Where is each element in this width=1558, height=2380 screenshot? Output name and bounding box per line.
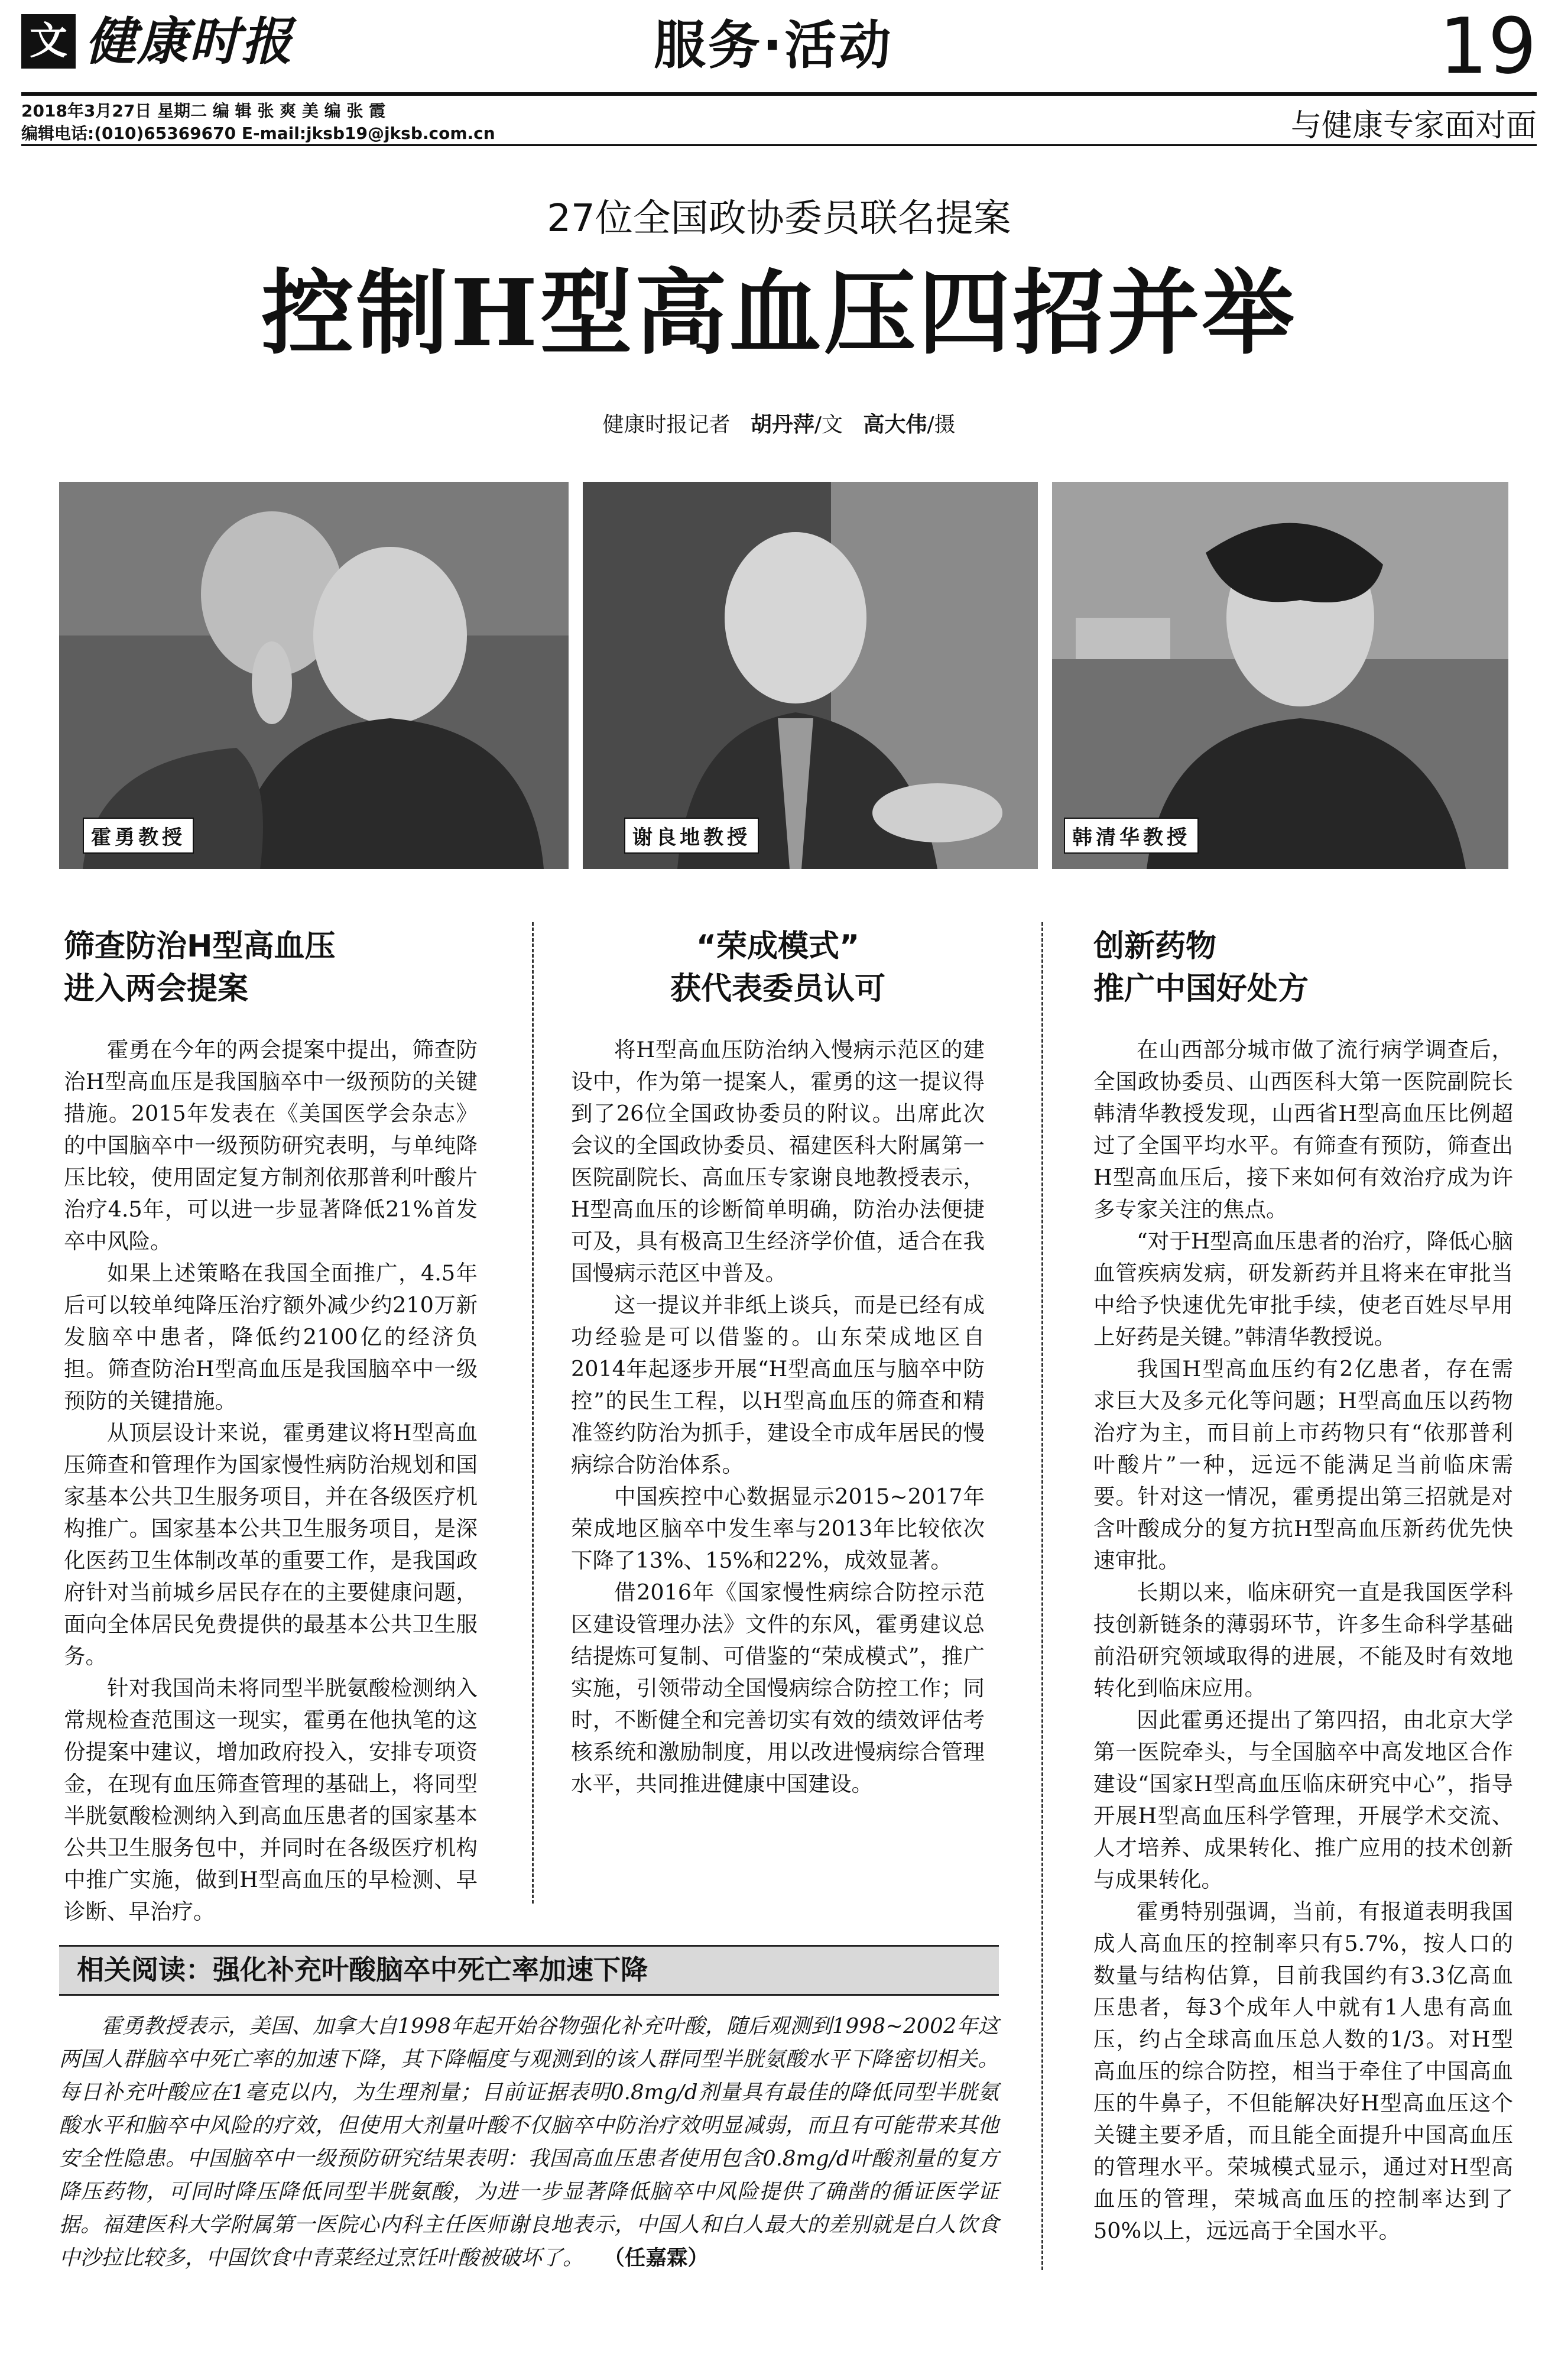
paragraph: 将H型高血压防治纳入慢病示范区的建设中，作为第一提案人，霍勇的这一提议得到了26位全国政协委员的附议。出席此次会议的全国政协委员、福建医科大附属第一医院副院长、高血压专家谢良地教授表示，H型高血压的诊断简单明确，防治办法便捷可及，具有极高卫生经济学价值，适合在我国慢病示范区中普及。 bbox=[571, 1037, 985, 1286]
paragraph: 霍勇在今年的两会提案中提出，筛查防治H型高血压是我国脑卒中一级预防的关键措施。2015年发表在《美国医学会杂志》的中国脑卒中一级预防研究表明，与单纯降压比较，使用固定复方制剂依那普利叶酸片治疗4.5年，可以进一步显著降低21%首发卒中风险。 bbox=[64, 1037, 478, 1254]
photo-caption: 霍勇教授 bbox=[83, 818, 194, 854]
paragraph: 在山西部分城市做了流行病学调查后，全国政协委员、山西医科大第一医院副院长韩清华教授发现，山西省H型高血压比例超过了全国平均水平。有筛查有预防，筛查出H型高血压后，接下来如何有效治疗成为许多专家关注的焦点。 bbox=[1093, 1037, 1513, 1222]
photo-caption: 谢良地教授 bbox=[624, 818, 759, 854]
byline-writer-role: /文 bbox=[814, 413, 843, 437]
paragraph: 因此霍勇还提出了第四招，由北京大学第一医院牵头，与全国脑卒中高发地区合作建设“国家H型高血压临床研究中心”，指导开展H型高血压科学管理，开展学术交流、人才培养、成果转化、推广应用的技术创新与成果转化。 bbox=[1093, 1707, 1513, 1892]
column-screening bbox=[64, 925, 478, 1928]
masthead bbox=[21, 1, 1537, 96]
column-heading: “荣成模式” bbox=[696, 929, 860, 964]
column-heading: 进入两会提案 bbox=[64, 971, 249, 1007]
byline-prefix: 健康时报记者 bbox=[602, 413, 731, 437]
paragraph: 针对我国尚未将同型半胱氨酸检测纳入常规检查范围这一现实，霍勇在他执笔的这份提案中建议，增加政府投入，安排专项资金，在现有血压筛查管理的基础上，将同型半胱氨酸检测纳入到高血压患者的国家基本公共卫生服务包中，并同时在各级医疗机构中推广实施，做到H型高血压的早检测、早诊断、早治疗。 bbox=[64, 1675, 478, 1924]
newspaper-name: 健康时报 bbox=[85, 12, 293, 72]
paragraph: 长期以来，临床研究一直是我国医学科技创新链条的薄弱环节，许多生命科学基础前沿研究领域取得的进展，不能及时有效地转化到临床应用。 bbox=[1093, 1580, 1513, 1701]
column-heading: 获代表委员认可 bbox=[670, 971, 885, 1007]
paragraph: “对于H型高血压患者的治疗，降低心脑血管疾病发病，研发新药并且将来在审批当中给予快速优先审批手续，使老百姓尽早用上好药是关键。”韩清华教授说。 bbox=[1093, 1228, 1513, 1350]
paragraph: 霍勇特别强调，当前，有报道表明我国成人高血压的控制率只有5.7%，按人口的数量与结构估算，目前我国约有3.3亿高血压患者，每3个成年人中就有1人患有高血压，约占全球高血压总人数的1/3。对H型高血压的综合防控，相当于牵住了中国高血压的牛鼻子，不但能解决好H型高血压这个关键主要矛盾，而且能全面提升中国高血压的管理水平。荣城模式显示，通过对H型高血压的管理，荣城高血压的控制率达到了50%以上，远远高于全国水平。 bbox=[1093, 1899, 1513, 2243]
paragraph: 中国疾控中心数据显示2015~2017年荣成地区脑卒中发生率与2013年比较依次下降了13%、15%和22%，成效显著。 bbox=[571, 1484, 985, 1573]
related-reading-body bbox=[59, 2010, 999, 2275]
byline-photographer: 高大伟 bbox=[863, 413, 927, 437]
contact-line: 编辑电话:(010)65369670 E-mail:jksb19@jksb.com.cn bbox=[21, 124, 495, 143]
column-heading: 推广中国好处方 bbox=[1093, 971, 1309, 1007]
photo-han-qinghua bbox=[1052, 482, 1508, 869]
related-reading-title: 相关阅读：强化补充叶酸脑卒中死亡率加速下降 bbox=[77, 1954, 648, 1986]
photo-xie-liangdi bbox=[583, 482, 1038, 869]
related-reading-bar bbox=[59, 1945, 999, 1996]
page-number: 19 bbox=[1439, 1, 1537, 91]
photo-caption: 韩清华教授 bbox=[1064, 818, 1199, 854]
article-kicker: 27位全国政协委员联名提案 bbox=[547, 197, 1011, 241]
column-heading: 筛查防治H型高血压 bbox=[64, 929, 336, 964]
column-innovative-drugs bbox=[1093, 925, 1513, 2247]
paragraph: 从顶层设计来说，霍勇建议将H型高血压筛查和管理作为国家慢性病防治规划和国家基本公共卫生服务项目，并在各级医疗机构推广。国家基本公共卫生服务项目，是深化医药卫生体制改革的重要工作，是我国政府针对当前城乡居民存在的主要健康问题，面向全体居民免费提供的最基本公共卫生服务。 bbox=[64, 1420, 478, 1669]
paragraph: 借2016年《国家慢性病综合防控示范区建设管理办法》文件的东风，霍勇建议总结提炼可复制、可借鉴的“荣成模式”，推广实施，引领带动全国慢病综合防控工作；同时，不断健全和完善切实有效的绩效评估考核系统和激励制度，用以改进慢病综合管理水平，共同推进健康中国建设。 bbox=[571, 1580, 985, 1797]
paragraph: 如果上述策略在我国全面推广，4.5年后可以较单纯降压治疗额外减少约210万新发脑卒中患者，降低约2100亿的经济负担。筛查防治H型高血压是我国脑卒中一级预防的关键措施。 bbox=[64, 1260, 478, 1413]
subhead bbox=[21, 96, 1537, 143]
column-divider bbox=[532, 922, 534, 1904]
column-heading: 创新药物 bbox=[1093, 929, 1217, 964]
related-reading-author: （任嘉霖） bbox=[603, 2246, 709, 2270]
related-reading-text: 霍勇教授表示，美国、加拿大自1998年起开始谷物强化补充叶酸，随后观测到1998~2002年这两国人群脑卒中死亡率的加速下降，其下降幅度与观测到的该人群同型半胱氨酸水平下降密切相关。每日补充叶酸应在1毫克以内，为生理剂量；目前证据表明0.8mg/d剂量具有最佳的降低同型半胱氨酸水平和脑卒中风险的疗效，但使用大剂量叶酸不仅脑卒中防治疗效明显减弱，而且有可能带来其他安全性隐患。中国脑卒中一级预防研究结果表明：我国高血压患者使用包含0.8mg/d叶酸剂量的复方降压药物，可同时降压降低同型半胱氨酸，为进一步显著降低脑卒中风险提供了确凿的循证医学证据。福建医科大学附属第一医院心内科主任医师谢良地表示，中国人和白人最大的差别就是白人饮食中沙拉比较多，中国饮食中青菜经过烹饪叶酸被破坏了。 bbox=[59, 2014, 999, 2270]
column-divider bbox=[1041, 922, 1043, 2270]
article-byline bbox=[0, 408, 1558, 438]
divider bbox=[21, 144, 1537, 146]
section-title: 服务·活动 bbox=[654, 15, 894, 76]
article-headline: 控制H型高血压四招并举 bbox=[261, 259, 1297, 367]
column-rongcheng-model bbox=[571, 925, 985, 1800]
page-tagline: 与健康专家面对面 bbox=[1290, 108, 1537, 144]
byline-photographer-role: /摄 bbox=[927, 413, 956, 437]
newspaper-logo-icon: 文 bbox=[21, 14, 76, 69]
byline-writer: 胡丹萍 bbox=[750, 413, 814, 437]
paragraph: 这一提议并非纸上谈兵，而是已经有成功经验是可以借鉴的。山东荣成地区自2014年起逐步开展“H型高血压与脑卒中防控”的民生工程，以H型高血压的筛查和精准签约防治为抓手，建设全市成年居民的慢病综合防治体系。 bbox=[571, 1292, 985, 1477]
paragraph: 我国H型高血压约有2亿患者，存在需求巨大及多元化等问题；H型高血压以药物治疗为主，而目前上市药物只有“依那普利叶酸片”一种，远远不能满足当前临床需要。针对这一情况，霍勇提出第三招就是对含叶酸成分的复方抗H型高血压新药优先快速审批。 bbox=[1093, 1356, 1513, 1573]
photo-huo-yong bbox=[59, 482, 569, 869]
date-editor-line: 2018年3月27日 星期二 编 辑 张 爽 美 编 张 霞 bbox=[21, 101, 386, 121]
